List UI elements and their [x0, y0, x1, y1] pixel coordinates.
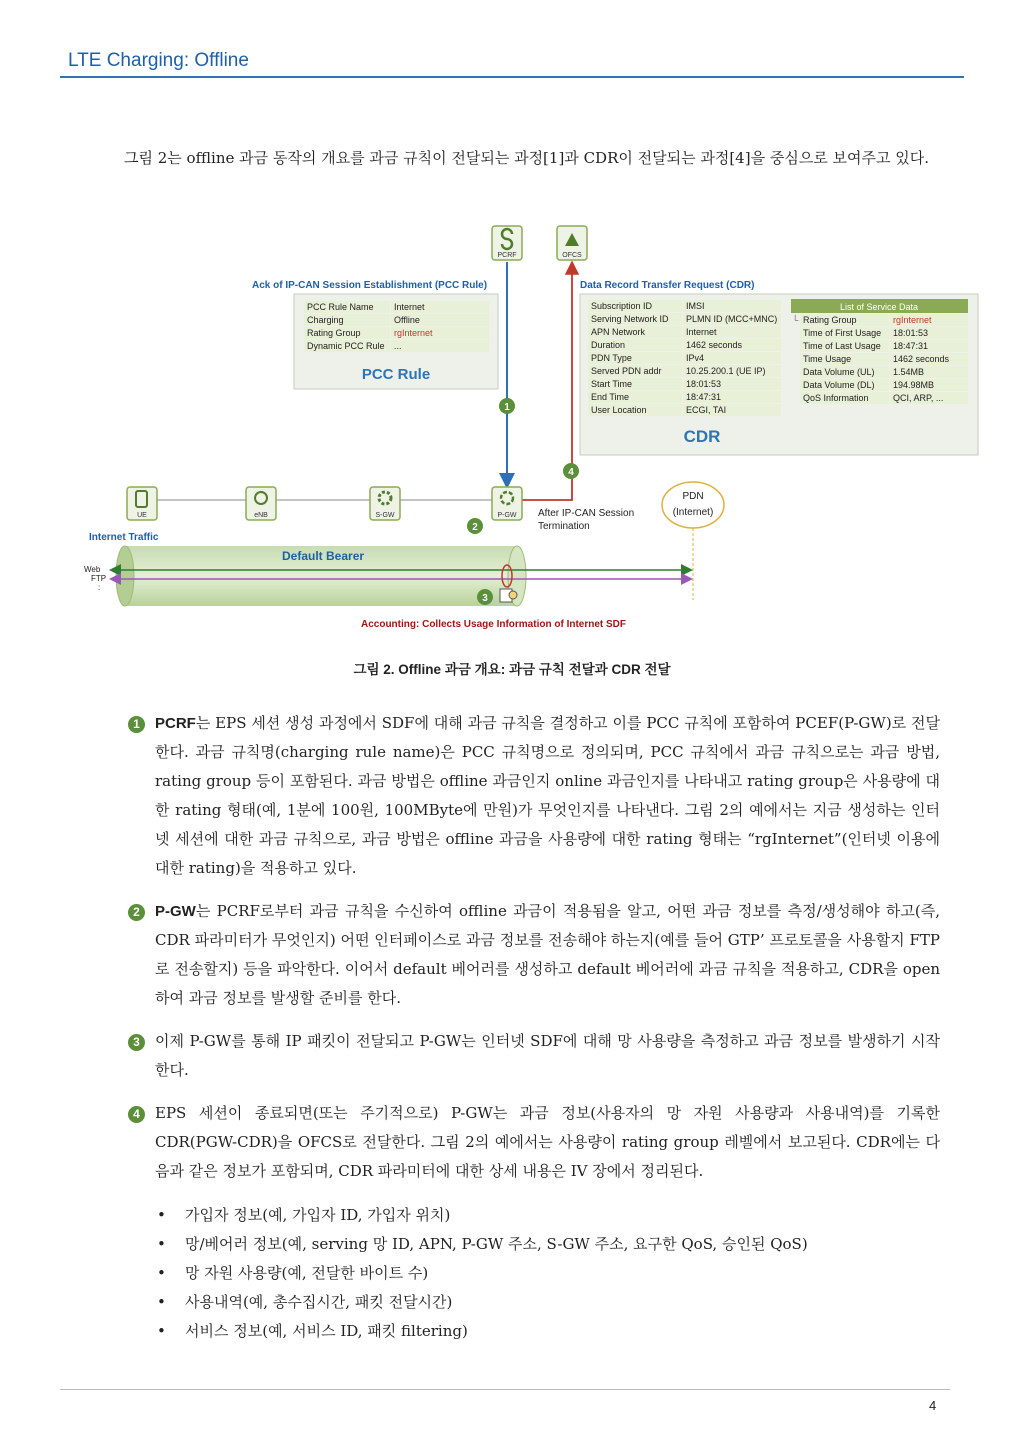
cdr-row-key: Served PDN addr [591, 366, 662, 376]
cdr-row-key: Subscription ID [591, 301, 653, 311]
default-bearer-label: Default Bearer [282, 549, 365, 563]
service-row-key: Rating Group [803, 315, 857, 325]
service-row-value: 18:01:53 [893, 328, 929, 338]
cdr-row-key: PDN Type [591, 353, 632, 363]
ftp-label: FTP [91, 574, 107, 583]
page-number: 4 [929, 1398, 937, 1413]
svg-text:2: 2 [472, 522, 478, 533]
node-label-sgw: S-GW [375, 512, 395, 519]
item-2-text: 는 PCRF로부터 과금 규칙을 수신하여 offline 과금이 적용됨을 알고, 어떤 과금 정보를 측정/생성해야 하고(즉, CDR 파라미터가 무엇인지) 어떤 인터페이스로 과금 정보를 전송해야 하는지(예를 들어 GTP’ 프로토콜을 사용할지 FTP로 전송할지) 등을 파악한다. 이어서 default 베어러를 생성하고 default 베어러에 과금 규칙을 적용하고, CDR을 open하여 과금 정보를 발생할 준비를 한다. [155, 902, 940, 1007]
item-1-body [155, 709, 940, 883]
service-row-value: rgInternet [893, 315, 932, 325]
pcc-row-key: Charging [307, 315, 344, 325]
service-row-value: 194.98MB [893, 380, 935, 390]
item-number-badge: 3 [128, 1034, 145, 1051]
pdn-label: PDN [682, 491, 704, 502]
item-1-text: 는 EPS 세션 생성 과정에서 SDF에 대해 과금 규칙을 결정하고 이를 PCC 규칙에 포함하여 PCEF(P-GW)로 전달한다. 과금 규칙명(charging rule name)은 PCC 규칙명으로 정의되며, PCC 규칙에서 과금 규칙으로는 과금 방법, rating group 등이 포함된다. 과금 방법은 offline 과금인지 online 과금인지를 나타내고 rating group은 사용량에 대한 rating 형태(예, 1분에 100원, 100MByte에 만원)가 무엇인지를 나타낸다. 그림 2의 예에서는 지금 생성하는 인터넷 세션에 대한 과금 규칙으로, 과금 방법은 offline 과금을 사용량에 대한 rating 형태는 “rgInternet”(인터넷 이용에 대한 rating)을 적용하고 있다. [155, 714, 940, 877]
cdr-row-key: APN Network [591, 327, 646, 337]
pdn-internet-circle [662, 482, 724, 528]
pcc-row-value: ... [394, 341, 402, 351]
service-row-key: Time of First Usage [803, 328, 882, 338]
step-badge-1 [499, 398, 515, 414]
bullet-item: • 망 자원 사용량(예, 전달한 바이트 수) [157, 1259, 428, 1288]
page-header-title: LTE Charging: Offline [68, 50, 249, 71]
cdr-row-value: PLMN ID (MCC+MNC) [686, 314, 778, 324]
pcc-row-key: Dynamic PCC Rule [307, 341, 385, 351]
pcrf-node [492, 226, 522, 260]
service-row-key: Data Volume (DL) [803, 380, 875, 390]
cdr-box-label: CDR [683, 427, 721, 446]
bullet-item: • 사용내역(예, 총수집시간, 패킷 전달시간) [157, 1288, 452, 1317]
service-row-key: Time Usage [803, 354, 852, 364]
service-row-key: QoS Information [803, 393, 869, 403]
after-session-text: After IP-CAN Session [538, 508, 635, 519]
step-badge-3 [477, 589, 493, 605]
pcc-row-key: PCC Rule Name [307, 302, 374, 312]
after-session-text-2: Termination [538, 521, 590, 532]
pdn-internet-label: (Internet) [672, 507, 714, 518]
bullet-item: • 망/베어러 정보(예, serving 망 ID, APN, P-GW 주소, S-GW 주소, 요구한 QoS, 승인된 QoS) [157, 1230, 808, 1259]
service-row-value: 1462 seconds [893, 354, 950, 364]
service-row-value: 1.54MB [893, 367, 925, 377]
cdr-row-value: 1462 seconds [686, 340, 743, 350]
bullet-dot-icon: • [157, 1235, 166, 1253]
footer-divider [60, 1389, 950, 1390]
figure-caption: 그림 2. Offline 과금 개요: 과금 규칙 전달과 CDR 전달 [353, 662, 671, 677]
cdr-table [588, 300, 781, 416]
sgw-node [370, 487, 400, 520]
bullet-item: • 가입자 정보(예, 가입자 ID, 가입자 위치) [157, 1201, 450, 1230]
item-3-body [155, 1027, 940, 1085]
web-label: Web [84, 565, 101, 574]
pcc-row-key: Rating Group [307, 328, 361, 338]
service-row-value: 18:47:31 [893, 341, 929, 351]
service-row-key: Time of Last Usage [803, 341, 881, 351]
pcrf-label: PCRF [497, 252, 517, 259]
cdr-title: Data Record Transfer Request (CDR) [580, 280, 755, 291]
pcc-row-value: Offline [394, 315, 420, 325]
cdr-row-value: IPv4 [686, 353, 705, 363]
item-4-body [155, 1099, 940, 1186]
node-label-ue: UE [137, 512, 147, 519]
node-label-pgw: P-GW [497, 512, 517, 519]
bearer-left-cap [116, 546, 134, 606]
item-4-text: EPS 세션이 종료되면(또는 주기적으로) P-GW는 과금 정보(사용자의 망 자원 사용량과 사용내역)를 기록한 CDR(PGW-CDR)을 OFCS로 전달한다. 그림 2의 예에서는 사용량이 rating group 레벨에서 보고된다. CDR에는 다음과 같은 정보가 포함되며, CDR 파라미터에 대한 상세 내용은 IV 장에서 정리된다. [155, 1104, 940, 1180]
svg-text:4: 4 [568, 467, 574, 478]
magnifier-icon [509, 591, 517, 599]
cdr-transfer-arrow [522, 264, 572, 500]
ofcs-label: OFCS [562, 252, 582, 259]
service-row-key: Data Volume (UL) [803, 367, 875, 377]
enb-node [246, 487, 276, 520]
pgw-node [492, 487, 522, 520]
step-badge-2 [467, 518, 483, 534]
cdr-row-key: User Location [591, 405, 647, 415]
pcc-row-cell [391, 340, 489, 352]
step-badge-4 [563, 463, 579, 479]
node-label-enb: eNB [254, 512, 268, 519]
cdr-row-value: 18:47:31 [686, 392, 722, 402]
ue-node [127, 487, 157, 520]
item-number-badge: 2 [128, 904, 145, 921]
item-number-badge: 1 [128, 716, 145, 733]
bullet-dot-icon: • [157, 1322, 166, 1340]
intro-paragraph: 그림 2는 offline 과금 동작의 개요를 과금 규칙이 전달되는 과정[1]과 CDR이 전달되는 과정[4]을 중심으로 보여주고 있다. [124, 149, 930, 167]
more-label: : [98, 583, 101, 592]
item-1-bold: PCRF [155, 715, 196, 732]
pcc-row-value: rgInternet [394, 328, 433, 338]
cdr-row-value: IMSI [686, 301, 705, 311]
item-2-body [155, 897, 940, 1013]
cdr-row-key: Duration [591, 340, 626, 350]
svg-text:3: 3 [482, 593, 488, 604]
item-number-badge: 4 [128, 1106, 145, 1123]
cdr-row-key: End Time [591, 392, 630, 402]
service-list-header: List of Service Data [839, 302, 919, 312]
service-data-table [800, 314, 968, 404]
ofcs-node [557, 226, 587, 260]
item-2-bold: P-GW [155, 903, 196, 920]
offline-charging-diagram [0, 0, 1024, 640]
cdr-row-value: 18:01:53 [686, 379, 722, 389]
accounting-label: Accounting: Collects Usage Information of Internet SDF [361, 619, 627, 630]
cdr-row-value: ECGI, TAI [686, 405, 727, 415]
bullet-dot-icon: • [157, 1293, 166, 1311]
pcc-title: Ack of IP-CAN Session Establishment (PCC Rule) [252, 280, 488, 291]
bullet-dot-icon: • [157, 1264, 166, 1282]
service-list-bracket: └ [792, 315, 799, 325]
cdr-row-key: Start Time [591, 379, 633, 389]
item-3-text: 이제 P-GW를 통해 IP 패킷이 전달되고 P-GW는 인터넷 SDF에 대해 망 사용량을 측정하고 과금 정보를 발생하기 시작한다. [155, 1032, 940, 1079]
service-row-value: QCI, ARP, ... [893, 393, 944, 403]
cdr-row-value: 10.25.200.1 (UE IP) [686, 366, 766, 376]
cdr-row-key: Serving Network ID [591, 314, 669, 324]
cdr-row-value: Internet [686, 327, 717, 337]
bullet-item: • 서비스 정보(예, 서비스 ID, 패킷 filtering) [157, 1317, 468, 1346]
svg-text:1: 1 [504, 402, 510, 413]
internet-traffic-label: Internet Traffic [89, 532, 159, 543]
pcc-row-value: Internet [394, 302, 425, 312]
bullet-dot-icon: • [157, 1206, 166, 1224]
pcc-box-label: PCC Rule [361, 366, 431, 383]
